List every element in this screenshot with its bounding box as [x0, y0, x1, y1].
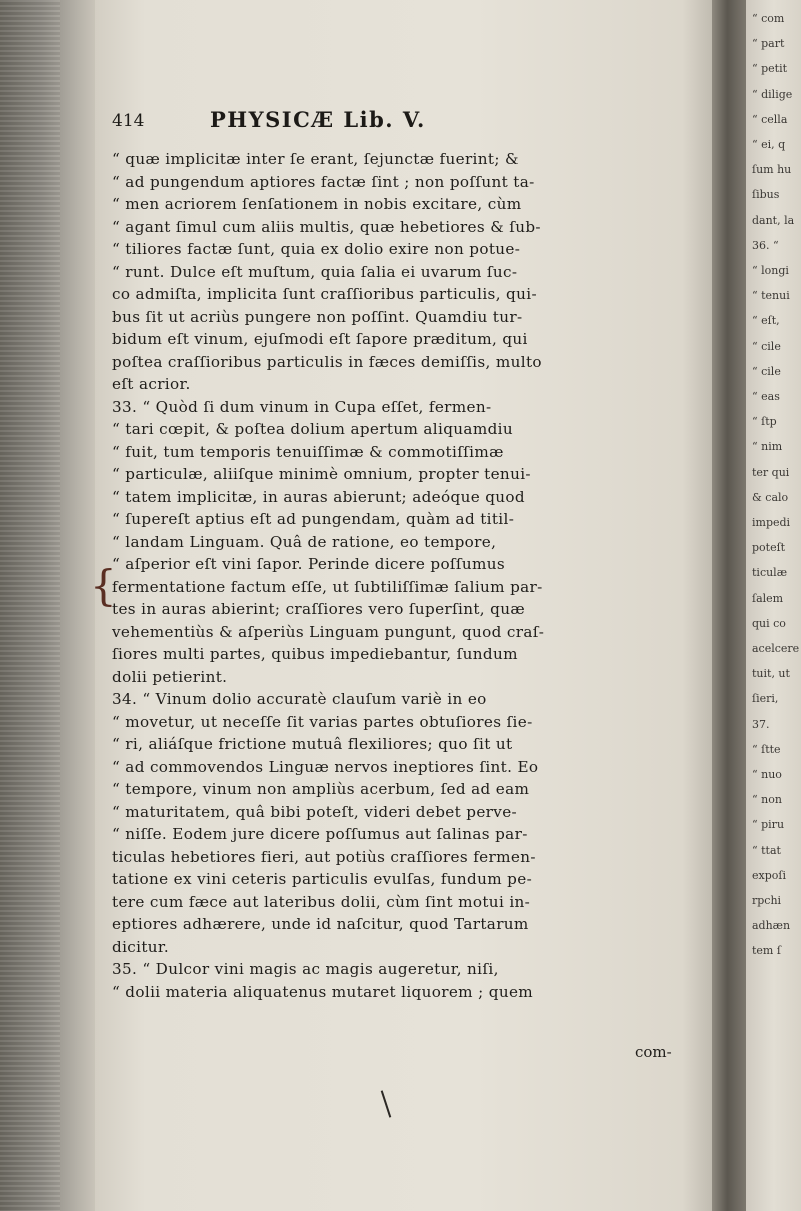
facing-page-line: dant, la	[752, 213, 795, 227]
text-line: “ agant ſimul cum aliis multis, quæ hebetiores & ſub-	[112, 217, 541, 236]
page-header	[112, 107, 712, 139]
text-line: 33. “ Quòd ſi dum vinum in Cupa eſſet, fermen-	[112, 397, 492, 416]
text-line: 34. “ Vinum dolio accuratè clauſum variè in eo	[112, 690, 487, 708]
facing-page-line: “ eas	[752, 390, 780, 403]
text-line: tere cum fæce aut lateribus dolii, cùm ſint motui in-	[112, 892, 531, 911]
text-line: “ quæ implicitæ inter ſe erant, ſejunctæ fuerint; &	[112, 150, 519, 168]
text-line: dolii petierint.	[112, 667, 228, 686]
facing-page-line: qui co	[752, 616, 786, 630]
facing-page-line: ſalem	[752, 591, 784, 605]
facing-page-line: expoſi	[752, 868, 786, 882]
text-line: “ landam Linguam. Quâ de ratione, eo tempore,	[112, 532, 497, 551]
text-line: “ particulæ, aliiſque minimè omnium, propter tenui-	[112, 465, 531, 483]
text-line: “ tatem implicitæ, in auras abierunt; adeóque quod	[112, 487, 525, 506]
text-line: tatione ex vini ceteris particulis evulſas, fundum pe-	[112, 870, 533, 888]
text-line: bidum eſt vinum, ejuſmodi eſt ſapore præditum, qui	[112, 330, 528, 348]
facing-page-line: ſieri,	[752, 692, 779, 706]
facing-page-line: tem ſ	[752, 944, 781, 958]
facing-page-line: impedi	[752, 516, 791, 529]
facing-page-line: “ non	[752, 793, 782, 807]
text-line: “ ad commovendos Linguæ nervos ineptiores ſint. Eo	[112, 757, 539, 776]
facing-page-line: “ cile	[752, 339, 781, 353]
page-gutter	[712, 0, 746, 1211]
text-line: “ ſupereſt aptius eſt ad pungendam, quàm ad titil-	[112, 510, 515, 528]
text-line: vehementiùs & aſperiùs Linguam pungunt, quod craſ-	[112, 622, 545, 641]
text-line: “ maturitatem, quâ bibi poteſt, videri debet perve-	[112, 802, 518, 821]
facing-page-line: “ ttat	[752, 843, 781, 857]
text-line: “ fuit, tum temporis tenuiſſimæ & commotiſſimæ	[112, 442, 504, 461]
facing-page-line: ter qui	[752, 465, 790, 479]
facing-page-line: “ ei, q	[752, 138, 786, 151]
text-line: poſtea craſſioribus particulis in fæces demiſſis, multo	[112, 352, 542, 371]
text-line: eptiores adhærere, unde id naſcitur, quod Tartarum	[112, 915, 529, 933]
text-line: “ movetur, ut neceſſe ſit varias partes obtuſiores ſie-	[112, 712, 533, 731]
text-line: ſiores multi partes, quibus impediebantur, ſundum	[112, 645, 518, 663]
facing-page-line: acelcere	[752, 642, 800, 655]
facing-page-line: 36. “	[752, 238, 779, 252]
facing-page-line: “ eſt,	[752, 314, 780, 328]
facing-page-line: ſum hu	[752, 163, 792, 177]
running-title: PHYSICÆ Lib. V.	[210, 107, 426, 132]
text-line: “ aſperior eſt vini ſapor. Perinde dicere poſſumus	[112, 555, 506, 573]
catchword: com-	[635, 1043, 672, 1061]
facing-page-line: & calo	[752, 490, 789, 504]
facing-page-line: ticulæ	[752, 566, 788, 580]
page-number: 414	[112, 111, 145, 131]
text-line: “ niſſe. Eodem jure dicere poſſumus aut ſalinas par-	[112, 825, 528, 843]
text-line: “ tiliores factæ ſunt, quia ex dolio exire non potue-	[112, 240, 521, 258]
margin-bracket-mark: {	[90, 561, 117, 610]
facing-page-line: “ petit	[752, 62, 788, 76]
text-line: “ ad pungendum aptiores factæ ſint ; non poſſunt ta-	[112, 172, 535, 191]
text-line: 35. “ Dulcor vini magis ac magis augeretur, niſi,	[112, 960, 499, 978]
binding-texture	[0, 0, 60, 1211]
facing-page-line: “ ſtp	[752, 415, 777, 429]
facing-page-line: adhæn	[752, 919, 791, 933]
facing-page-line: “ com	[752, 12, 785, 25]
text-line: “ tari cœpit, & poſtea dolium apertum aliquamdiu	[112, 420, 513, 438]
text-line: “ ri, aliáſque frictione mutuâ flexiliores; quo ſit ut	[112, 735, 513, 753]
facing-page-line: ſibus	[752, 188, 780, 202]
text-line: “ men acriorem ſenſationem in nobis excitare, cùm	[112, 195, 522, 213]
facing-page-line: “ cile	[752, 364, 781, 378]
facing-page-line: “ longi	[752, 264, 789, 277]
text-line: tes in auras abierint; craſſiores vero ſuperſint, quæ	[112, 600, 525, 618]
facing-page-line: “ part	[752, 37, 785, 51]
facing-page-line: “ nim	[752, 440, 783, 454]
text-line: ticulas hebetiores fieri, aut potiùs craſſiores fermen-	[112, 847, 536, 866]
text-line: eſt acrior.	[112, 375, 191, 393]
facing-page-line: “ dilige	[752, 87, 793, 101]
text-line: “ runt. Dulce eſt muſtum, quia ſalia ei uvarum ſuc-	[112, 262, 518, 281]
text-line: dicitur.	[112, 937, 170, 956]
facing-page-line: poteſt	[752, 541, 786, 555]
facing-page-line: “ ſtte	[752, 742, 781, 756]
facing-page-line: tuit, ut	[752, 667, 790, 681]
facing-page-line: “ nuo	[752, 768, 782, 781]
text-line: bus ſit ut acriùs pungere non poſſint. Quamdiu tur-	[112, 307, 523, 326]
facing-page-line: 37.	[752, 717, 770, 731]
facing-page-line: rpchi	[752, 894, 782, 907]
facing-page-line: “ tenui	[752, 289, 790, 303]
text-line: “ dolii materia aliquatenus mutaret liquorem ; quem	[112, 982, 534, 1001]
text-line: fermentatione factum eſſe, ut ſubtiliſſimæ ſalium par-	[112, 577, 543, 596]
facing-page	[746, 0, 801, 1211]
text-line: “ tempore, vinum non ampliùs acerbum, ſed ad eam	[112, 780, 530, 798]
facing-page-line: “ cella	[752, 112, 788, 126]
text-line: co admiſta, implicita ſunt craſſioribus particulis, qui-	[112, 285, 537, 303]
facing-page-line: “ piru	[752, 818, 785, 832]
